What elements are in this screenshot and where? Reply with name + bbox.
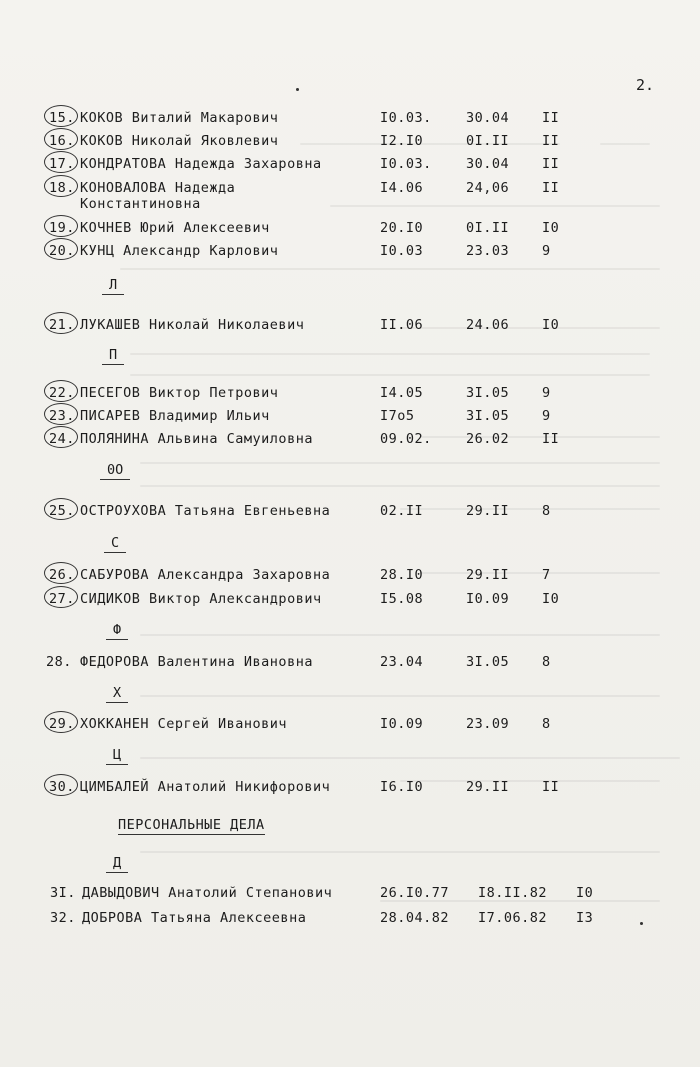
person-name: ПИСАРЕВ Владимир Ильич — [80, 408, 270, 424]
start-date: I0.03. — [380, 156, 432, 172]
start-date: I2.I0 — [380, 133, 424, 149]
end-date: 30.04 — [466, 156, 510, 172]
letter-divider-ts: Ц — [106, 747, 128, 765]
person-name: КОКОВ Николай Яковлевич — [80, 133, 279, 149]
person-name: ОСТРОУХОВА Татьяна Евгеньевна — [80, 503, 331, 519]
end-date: 29.II — [466, 779, 510, 795]
sheet-count: II — [542, 180, 560, 196]
start-date: 26.I0.77 — [380, 885, 450, 901]
start-date: 02.II — [380, 503, 424, 519]
person-name: ДАВЫДОВИЧ Анатолий Степанович — [82, 885, 333, 901]
person-name: КОЧНЕВ Юрий Алексеевич — [80, 220, 270, 236]
person-name: ПЕСЕГОВ Виктор Петрович — [80, 385, 279, 401]
sheet-count: 9 — [542, 385, 551, 401]
start-date: I4.05 — [380, 385, 424, 401]
end-date: 30.04 — [466, 110, 510, 126]
end-date: 24,06 — [466, 180, 510, 196]
person-name: ЛУКАШЕВ Николай Николаевич — [80, 317, 305, 333]
letter-divider-l: Л — [102, 277, 124, 295]
start-date: 28.04.82 — [380, 910, 450, 926]
sheet-count: I3 — [576, 910, 594, 926]
person-name: САБУРОВА Александра Захаровна — [80, 567, 331, 583]
sheet-count: 8 — [542, 503, 551, 519]
end-date: I8.II.82 — [478, 885, 548, 901]
end-date: 0I.II — [466, 220, 510, 236]
sheet-count: I0 — [542, 317, 560, 333]
end-date: I7.06.82 — [478, 910, 548, 926]
start-date: I7o5 — [380, 408, 415, 424]
sheet-count: 9 — [542, 243, 551, 259]
start-date: 09.02. — [380, 431, 432, 447]
sheet-count: 9 — [542, 408, 551, 424]
end-date: I0.09 — [466, 591, 510, 607]
letter-divider-o: 0О — [100, 462, 130, 480]
letter-divider-d: Д — [106, 855, 128, 873]
end-date: 29.II — [466, 567, 510, 583]
person-name: ФЕДОРОВА Валентина Ивановна — [80, 654, 313, 670]
person-name: ПОЛЯНИНА Альвина Самуиловна — [80, 431, 313, 447]
sheet-count: 8 — [542, 654, 551, 670]
start-date: I0.03. — [380, 110, 432, 126]
sheet-count: II — [542, 133, 560, 149]
end-date: 29.II — [466, 503, 510, 519]
start-date: I4.06 — [380, 180, 424, 196]
start-date: 28.I0 — [380, 567, 424, 583]
sheet-count: 7 — [542, 567, 551, 583]
person-name: СИДИКОВ Виктор Александрович — [80, 591, 322, 607]
sheet-count: 8 — [542, 716, 551, 732]
page-number: 2. — [636, 76, 655, 94]
start-date: I5.08 — [380, 591, 424, 607]
end-date: 23.03 — [466, 243, 510, 259]
end-date: 3I.05 — [466, 385, 510, 401]
person-name: КУНЦ Александр Карлович — [80, 243, 279, 259]
start-date: I0.09 — [380, 716, 424, 732]
letter-divider-p: П — [102, 347, 124, 365]
letter-divider-h: Х — [106, 685, 128, 703]
sheet-count: I0 — [542, 591, 560, 607]
end-date: 3I.05 — [466, 408, 510, 424]
end-date: 3I.05 — [466, 654, 510, 670]
end-date: 0I.II — [466, 133, 510, 149]
start-date: 20.I0 — [380, 220, 424, 236]
start-date: I6.I0 — [380, 779, 424, 795]
ink-spot — [296, 88, 299, 91]
sheet-count: I0 — [576, 885, 594, 901]
start-date: 23.04 — [380, 654, 424, 670]
person-name: ХОККАНЕН Сергей Иванович — [80, 716, 288, 732]
end-date: 24.06 — [466, 317, 510, 333]
sheet-count: II — [542, 431, 560, 447]
person-name: КОНОВАЛОВА Надежда — [80, 180, 236, 196]
start-date: I0.03 — [380, 243, 424, 259]
person-name: КОКОВ Виталий Макарович — [80, 110, 279, 126]
section-heading: ПЕРСОНАЛЬНЫЕ ДЕЛА — [118, 817, 265, 833]
letter-divider-s: С — [104, 535, 126, 553]
person-name: ЦИМБАЛЕЙ Анатолий Никифорович — [80, 779, 331, 795]
archive-page: 2. 15. КОКОВ Виталий Макарович I0.03. 30.04 II 16. КОКОВ Николай Яковлевич I2.I0 0I.II II 17. КОНДРАТОВА Надежда Захаровна I0.03. 30.04 II 18. КОНОВАЛОВА Надежда Константиновна I4.06 24,06 II 19. КОЧНЕВ Юрий Алексеевич 20.I0 0I.II I0 20. КУНЦ Александр Карлович I0.03 23.03 9 Л 21. ЛУКАШЕВ Николай Николаевич II.06 24.06 I0 П 22. ПЕСЕГОВ Виктор Петрович I4.05 3I.05 9 23. ПИСАРЕВ Владимир Ильич I7o5 3I.05 9 24. ПОЛЯНИНА Альвина Самуиловна 09.02. 26.02 II 0О 25. ОСТРОУХОВА Татьяна Евгеньевна 02.II 29.II 8 С 26. САБУРОВА Александра Захаровна 28.I0 29.II 7 27. СИДИКОВ Виктор Александрович I5.08 I0.09 I0 Ф 28. ФЕДОРОВА Валентина Ивановна 23.04 3I.05 8 Х 29. ХОККАНЕН Сергей Иванович I0.09 23.09 8 Ц 30. ЦИМБАЛЕЙ Анатолий Никифорович I6.I0 29.II II ПЕРСОНАЛЬНЫЕ ДЕЛА Д 3I. ДАВЫДОВИЧ Анатолий Степанович 26.I0.77 I8.II.82 I0 32. ДОБРОВА Татьяна Алексеевна 28.04.82 I7.06.82 I3 — [0, 0, 700, 1067]
end-date: 26.02 — [466, 431, 510, 447]
start-date: II.06 — [380, 317, 424, 333]
sheet-count: I0 — [542, 220, 560, 236]
sheet-count: II — [542, 779, 560, 795]
end-date: 23.09 — [466, 716, 510, 732]
person-name-continued: Константиновна — [80, 196, 201, 212]
letter-divider-f: Ф — [106, 622, 128, 640]
person-name: ДОБРОВА Татьяна Алексеевна — [82, 910, 307, 926]
person-name: КОНДРАТОВА Надежда Захаровна — [80, 156, 322, 172]
ink-spot — [640, 922, 643, 925]
sheet-count: II — [542, 156, 560, 172]
sheet-count: II — [542, 110, 560, 126]
